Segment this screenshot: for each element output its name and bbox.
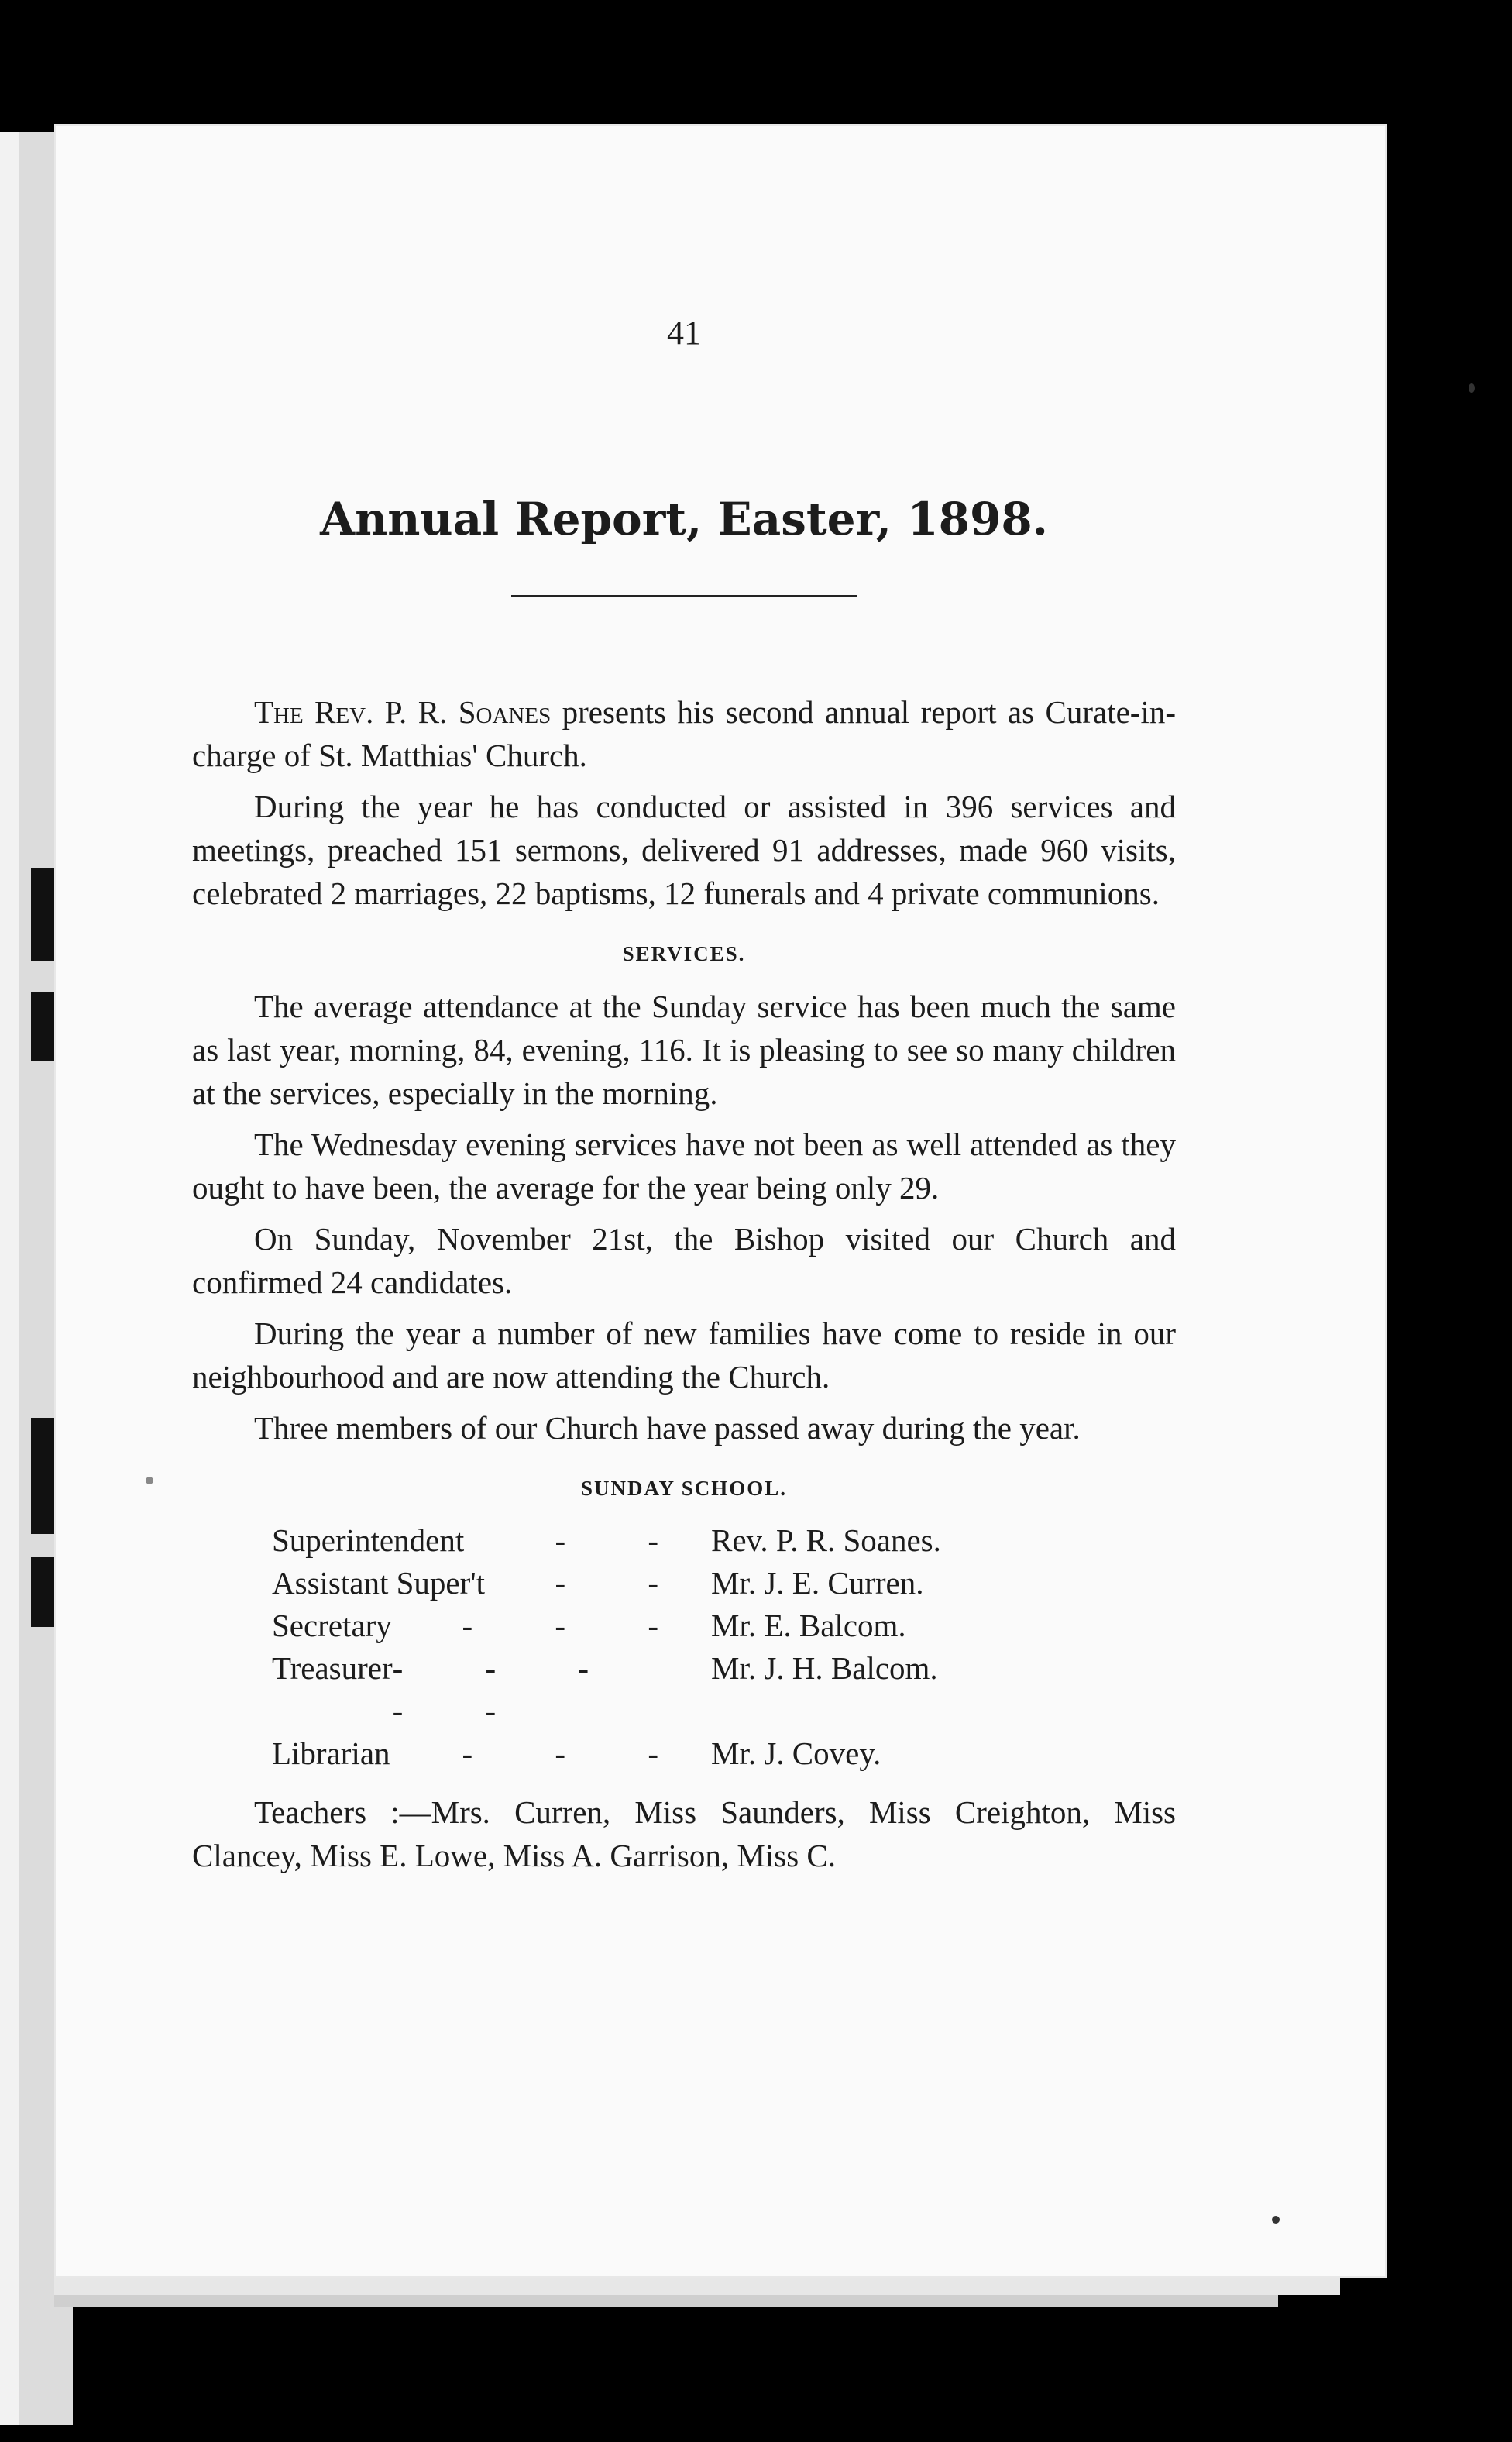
- intro-paragraph: [192, 690, 1176, 777]
- teachers-paragraph: Teachers :—Mrs. Curren, Miss Saunders, Miss Creighton, Miss Clancey, Miss E. Lowe, Miss A. Garrison, Miss C.: [192, 1794, 1176, 1873]
- officer-row: [192, 1562, 1176, 1604]
- page-stack-edge: [54, 2295, 1278, 2307]
- speck: [1469, 383, 1475, 393]
- page-number: 41: [667, 314, 701, 352]
- report-title: Annual Report, Easter, 1898.: [320, 493, 1048, 545]
- intro-rest: presents his second annual report as Curate-in-charge of St. Matthias' Church.: [192, 694, 1176, 773]
- services-paragraph: The average attendance at the Sunday service has been much the same as last year, morning, 84, evening, 116. It is pleasing to see so many children at the services, especially in the morning.: [192, 989, 1176, 1111]
- officers-list: [192, 1519, 1176, 1775]
- leader-dashes: - -: [555, 1522, 696, 1558]
- page-stack-edge: [54, 2278, 1340, 2295]
- intro-lead: The Rev. P. R. Soanes: [254, 694, 552, 730]
- report-body: [192, 690, 1176, 1877]
- services-paragraph: During the year a number of new families have come to reside in our neighbourhood and are now attending the Church.: [192, 1316, 1176, 1395]
- officer-row: [192, 1647, 1176, 1732]
- sunday-school-heading: SUNDAY SCHOOL.: [580, 1477, 788, 1500]
- speck: [146, 1477, 153, 1484]
- officer-role: Treasurer: [272, 1650, 393, 1686]
- services-paragraph: Three members of our Church have passed away during the year.: [254, 1410, 1081, 1446]
- officer-role: Secretary: [272, 1608, 392, 1643]
- services-heading: SERVICES.: [622, 942, 746, 965]
- leader-dashes: - -: [555, 1565, 696, 1601]
- officer-row: [192, 1519, 1176, 1562]
- leader-dashes: - - - - -: [392, 1650, 627, 1728]
- officer-role: Librarian: [272, 1735, 390, 1771]
- officer-role: Superintendent: [272, 1522, 465, 1558]
- leader-dashes: - - -: [462, 1608, 696, 1643]
- services-paragraph: On Sunday, November 21st, the Bishop visited our Church and confirmed 24 candidates.: [192, 1221, 1176, 1300]
- officer-row: [192, 1732, 1176, 1775]
- officer-name: Mr. J. Covey.: [711, 1735, 881, 1771]
- officer-name: Mr. J. H. Balcom.: [711, 1650, 938, 1686]
- officer-name: Mr. J. E. Curren.: [711, 1565, 924, 1601]
- services-paragraph: The Wednesday evening services have not been as well attended as they ought to have been, the average for the year being only 29.: [192, 1126, 1176, 1206]
- officer-row: [192, 1604, 1176, 1647]
- officer-role: Assistant Super't: [272, 1565, 486, 1601]
- speck: [1272, 2216, 1280, 2224]
- activity-paragraph: During the year he has conducted or assisted in 396 services and meetings, preached 151 sermons, delivered 91 addresses, made 960 visits, celebrated 2 marriages, 22 baptisms, 12 funerals and 4 private communions.: [192, 789, 1176, 911]
- title-rule: [511, 595, 857, 597]
- page-content: [192, 279, 1176, 1885]
- officer-name: Mr. E. Balcom.: [711, 1608, 906, 1643]
- officer-name: Rev. P. R. Soanes.: [711, 1522, 941, 1558]
- leader-dashes: - - -: [462, 1735, 696, 1771]
